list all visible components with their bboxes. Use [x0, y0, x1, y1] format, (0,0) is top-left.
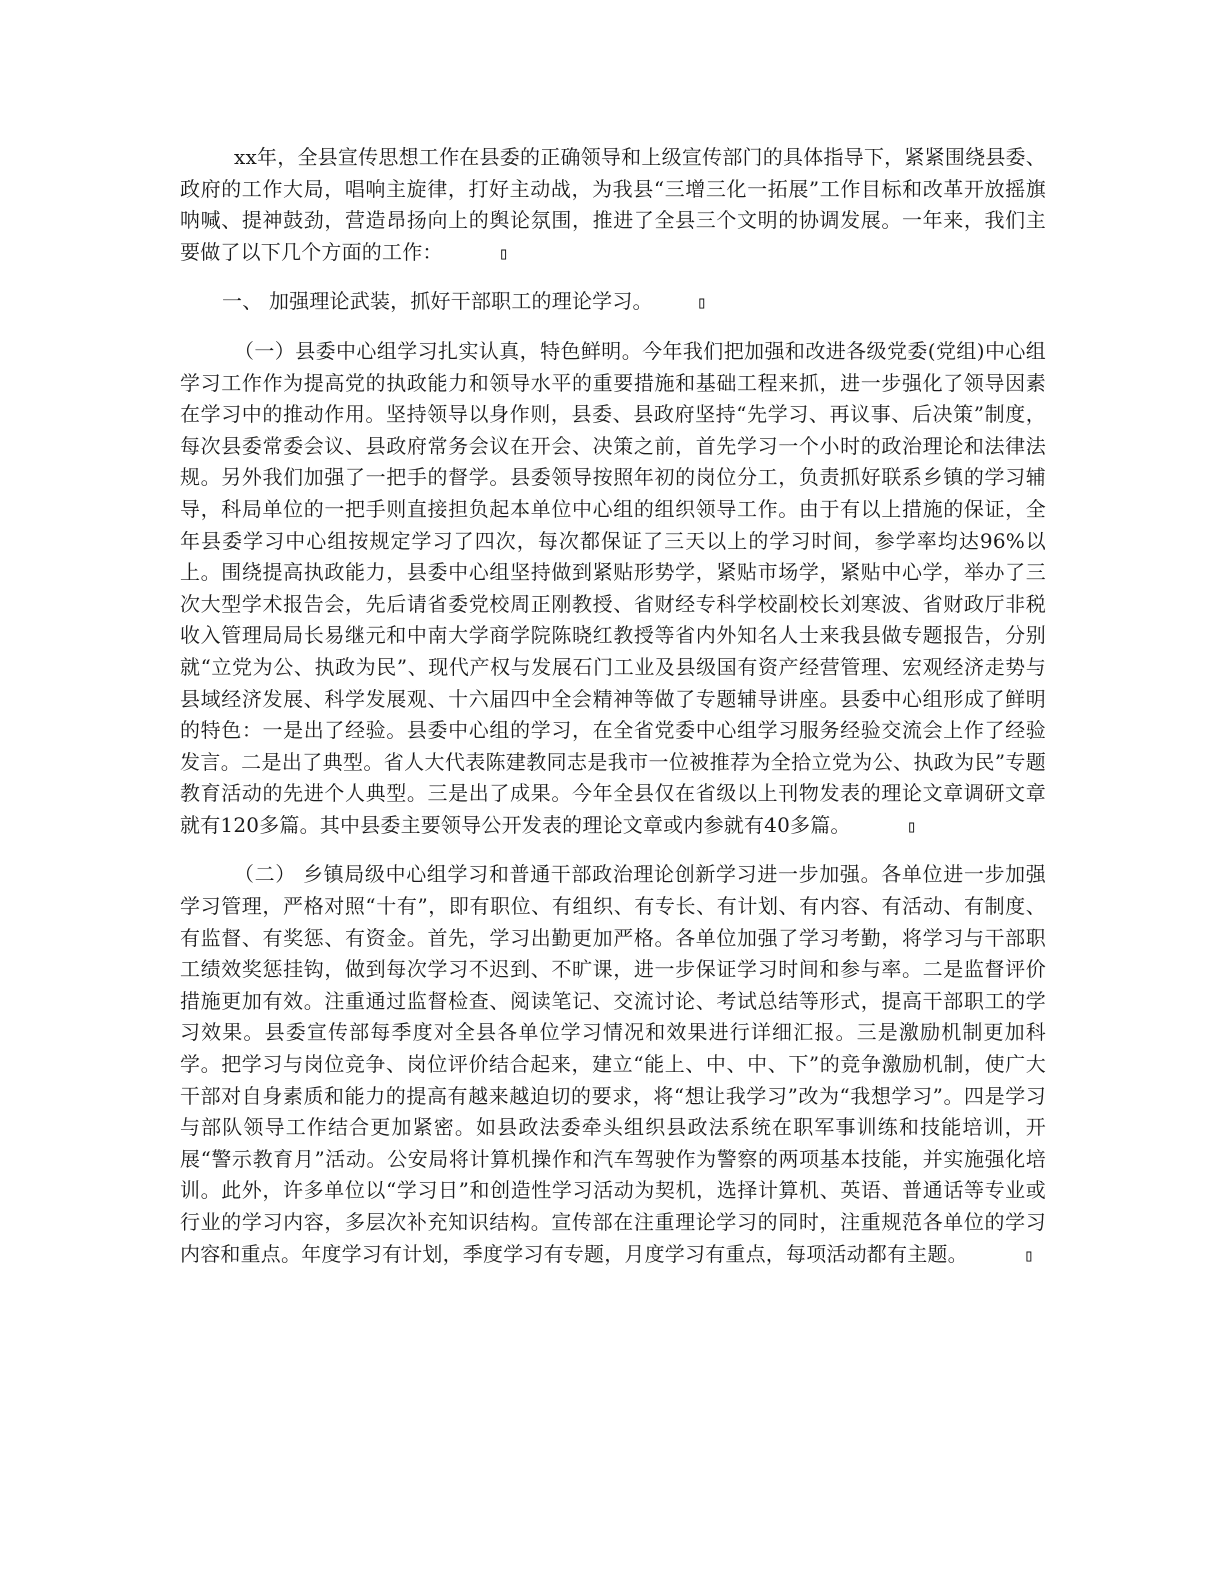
- intro-paragraph-text: xx年，全县宣传思想工作在县委的正确领导和上级宣传部门的具体指导下，紧紧围绕县委、政府的工作大局，唱响主旋律，打好主动战，为我县“三增三化一拓展”工作目标和改革开放摇旗呐喊、提神鼓劲，营造昂扬向上的舆论氛围，推进了全县三个文明的协调发展。一年来，我们主要做了以下几个方面的工作：: [180, 145, 1046, 264]
- paragraph-end-mark: ▯: [906, 816, 918, 837]
- paragraph-end-mark: ▯: [498, 243, 510, 264]
- section-heading-text: 一、 加强理论武装，抓好干部职工的理论学习。: [222, 289, 653, 314]
- subsection-one-paragraph: [180, 336, 1046, 844]
- paragraph-end-mark: ▯: [1023, 1245, 1035, 1266]
- paragraph-end-mark: ▯: [696, 293, 708, 314]
- subsection-one-text: （一）县委中心组学习扎实认真，特色鲜明。今年我们把加强和改进各级党委(党组)中心组学习工作作为提高党的执政能力和领导水平的重要措施和基础工程来抓，进一步强化了领导因素在学习中的推动作用。坚持领导以身作则，县委、县政府坚持“先学习、再议事、后决策”制度，每次县委常委会议、县政府常务会议在开会、决策之前，首先学习一个小时的政治理论和法律法规。另外我们加强了一把手的督学。县委领导按照年初的岗位分工，负责抓好联系乡镇的学习辅导，科局单位的一把手则直接担负起本单位中心组的组织领导工作。由于有以上措施的保证，全年县委学习中心组按规定学习了四次，每次都保证了三天以上的学习时间，参学率均达96%以上。围绕提高执政能力，县委中心组坚持做到紧贴形势学，紧贴市场学，紧贴中心学，举办了三次大型学术报告会，先后请省委党校周正刚教授、省财经专科学校副校长刘寒波、省财政厅非税收入管理局局长易继元和中南大学商学院陈晓红教授等省内外知名人士来我县做专题报告，分别就“立党为公、执政为民”、现代产权与发展石门工业及县级国有资产经营管理、宏观经济走势与县域经济发展、科学发展观、十六届四中全会精神等做了专题辅导讲座。县委中心组形成了鲜明的特色：一是出了经验。县委中心组的学习，在全省党委中心组学习服务经验交流会上作了经验发言。二是出了典型。省人大代表陈建教同志是我市一位被推荐为全拾立党为公、执政为民”专题教育活动的先进个人典型。三是出了成果。今年全县仅在省级以上刊物发表的理论文章调研文章就有120多篇。其中县委主要领导公开发表的理论文章或内参就有40多篇。: [180, 338, 1046, 837]
- subsection-two-paragraph: [180, 859, 1046, 1272]
- section-heading: [180, 286, 1046, 320]
- document-body: [180, 142, 1046, 1288]
- intro-paragraph: [180, 142, 1046, 270]
- subsection-two-text: （二） 乡镇局级中心组学习和普通干部政治理论创新学习进一步加强。各单位进一步加强学习管理，严格对照“十有”，即有职位、有组织、有专长、有计划、有内容、有活动、有制度、有监督、有奖惩、有资金。首先，学习出勤更加严格。各单位加强了学习考勤，将学习与干部职工绩效奖惩挂钩，做到每次学习不迟到、不旷课，进一步保证学习时间和参与率。二是监督评价措施更加有效。注重通过监督检查、阅读笔记、交流讨论、考试总结等形式，提高干部职工的学习效果。县委宣传部每季度对全县各单位学习情况和效果进行详细汇报。三是激励机制更加科学。把学习与岗位竞争、岗位评价结合起来，建立“能上、中、中、下”的竞争激励机制，使广大干部对自身素质和能力的提高有越来越迫切的要求，将“想让我学习”改为“我想学习”。四是学习与部队领导工作结合更加紧密。如县政法委牵头组织县政法系统在职军事训练和技能培训，开展“警示教育月”活动。公安局将计算机操作和汽车驾驶作为警察的两项基本技能，并实施强化培训。此外，许多单位以“学习日”和创造性学习活动为契机，选择计算机、英语、普通话等专业或行业的学习内容，多层次补充知识结构。宣传部在注重理论学习的同时，注重规范各单位的学习内容和重点。年度学习有计划，季度学习有专题，月度学习有重点，每项活动都有主题。: [180, 862, 1046, 1266]
